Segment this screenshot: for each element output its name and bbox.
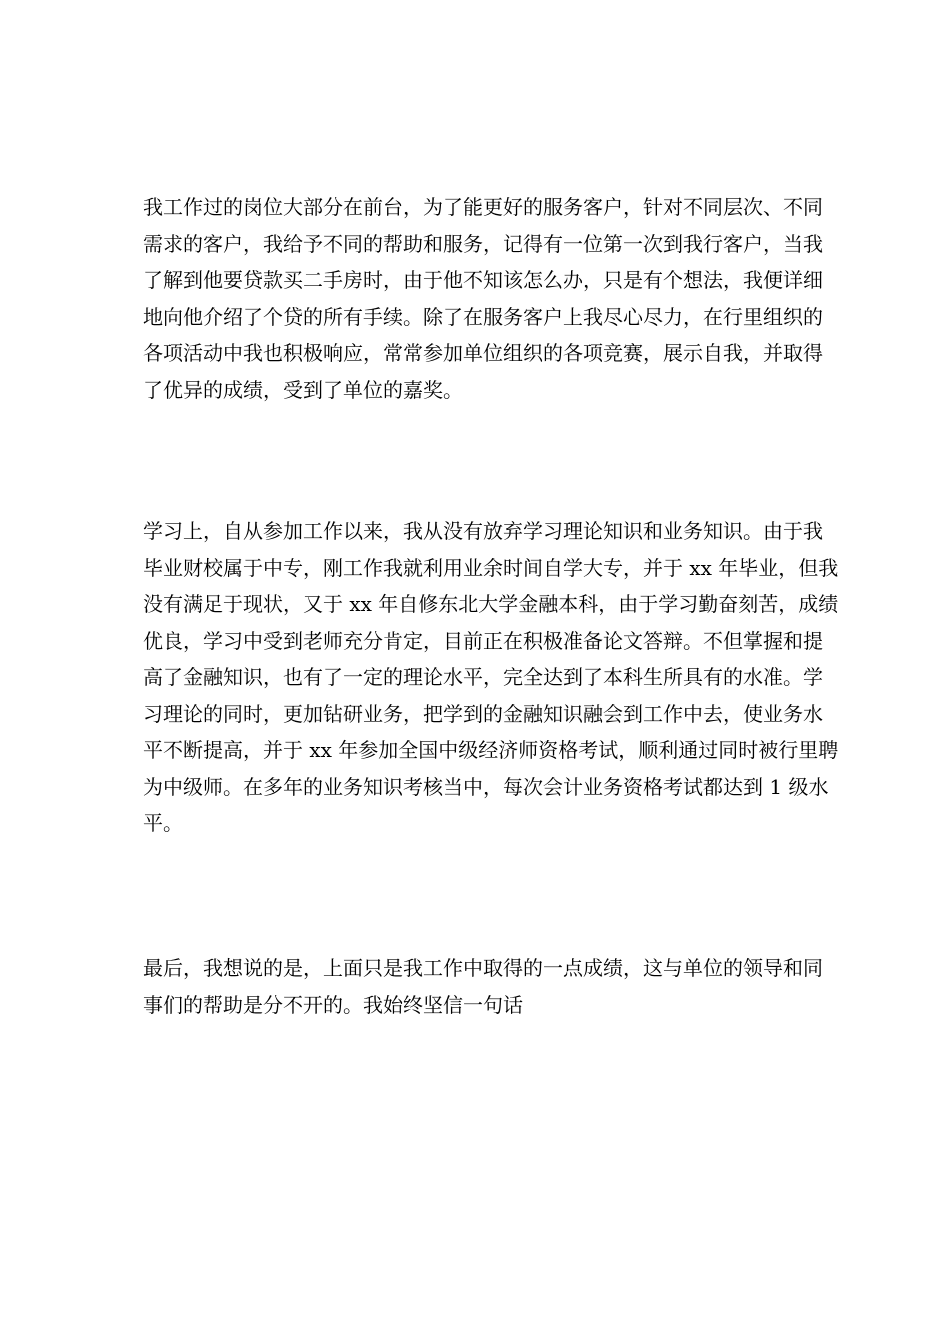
text-line: 毕业财校属于中专，刚工作我就利用业余时间自学大专，并于 xx 年毕业，但我 — [143, 555, 839, 580]
paragraph-study — [143, 513, 839, 842]
text-line: 为中级师。在多年的业务知识考核当中，每次会计业务资格考试都达到 1 级水 — [143, 774, 829, 799]
paragraph-conclusion — [143, 950, 823, 1023]
text-line: 事们的帮助是分不开的。我始终坚信一句话 — [143, 992, 523, 1017]
text-line: 高了金融知识，也有了一定的理论水平，完全达到了本科生所具有的水准。学 — [143, 665, 823, 689]
text-line: 最后，我想说的是，上面只是我工作中取得的一点成绩，这与单位的领导和同 — [143, 956, 823, 980]
text-line: 平。 — [143, 811, 183, 835]
text-line: 学习上，自从参加工作以来，我从没有放弃学习理论知识和业务知识。由于我 — [143, 519, 823, 543]
text-line: 各项活动中我也积极响应，常常参加单位组织的各项竞赛，展示自我，并取得 — [143, 341, 823, 365]
text-line: 了优异的成绩，受到了单位的嘉奖。 — [143, 377, 463, 402]
text-line: 没有满足于现状，又于 xx 年自修东北大学金融本科，由于学习勤奋刻苦，成绩 — [143, 592, 839, 616]
text-line: 了解到他要贷款买二手房时，由于他不知该怎么办，只是有个想法，我便详细 — [143, 268, 823, 292]
text-line: 我工作过的岗位大部分在前台，为了能更好的服务客户，针对不同层次、不同 — [143, 195, 823, 219]
text-line: 地向他介绍了个贷的所有手续。除了在服务客户上我尽心尽力，在行里组织的 — [143, 304, 823, 329]
text-line: 平不断提高，并于 xx 年参加全国中级经济师资格考试，顺利通过同时被行里聘 — [143, 738, 839, 762]
text-line: 需求的客户，我给予不同的帮助和服务，记得有一位第一次到我行客户，当我 — [143, 231, 823, 256]
text-line: 习理论的同时，更加钻研业务，把学到的金融知识融会到工作中去，使业务水 — [143, 701, 823, 726]
text-line: 优良，学习中受到老师充分肯定，目前正在积极准备论文答辩。不但掌握和提 — [143, 628, 823, 653]
paragraph-work-experience — [143, 189, 823, 408]
